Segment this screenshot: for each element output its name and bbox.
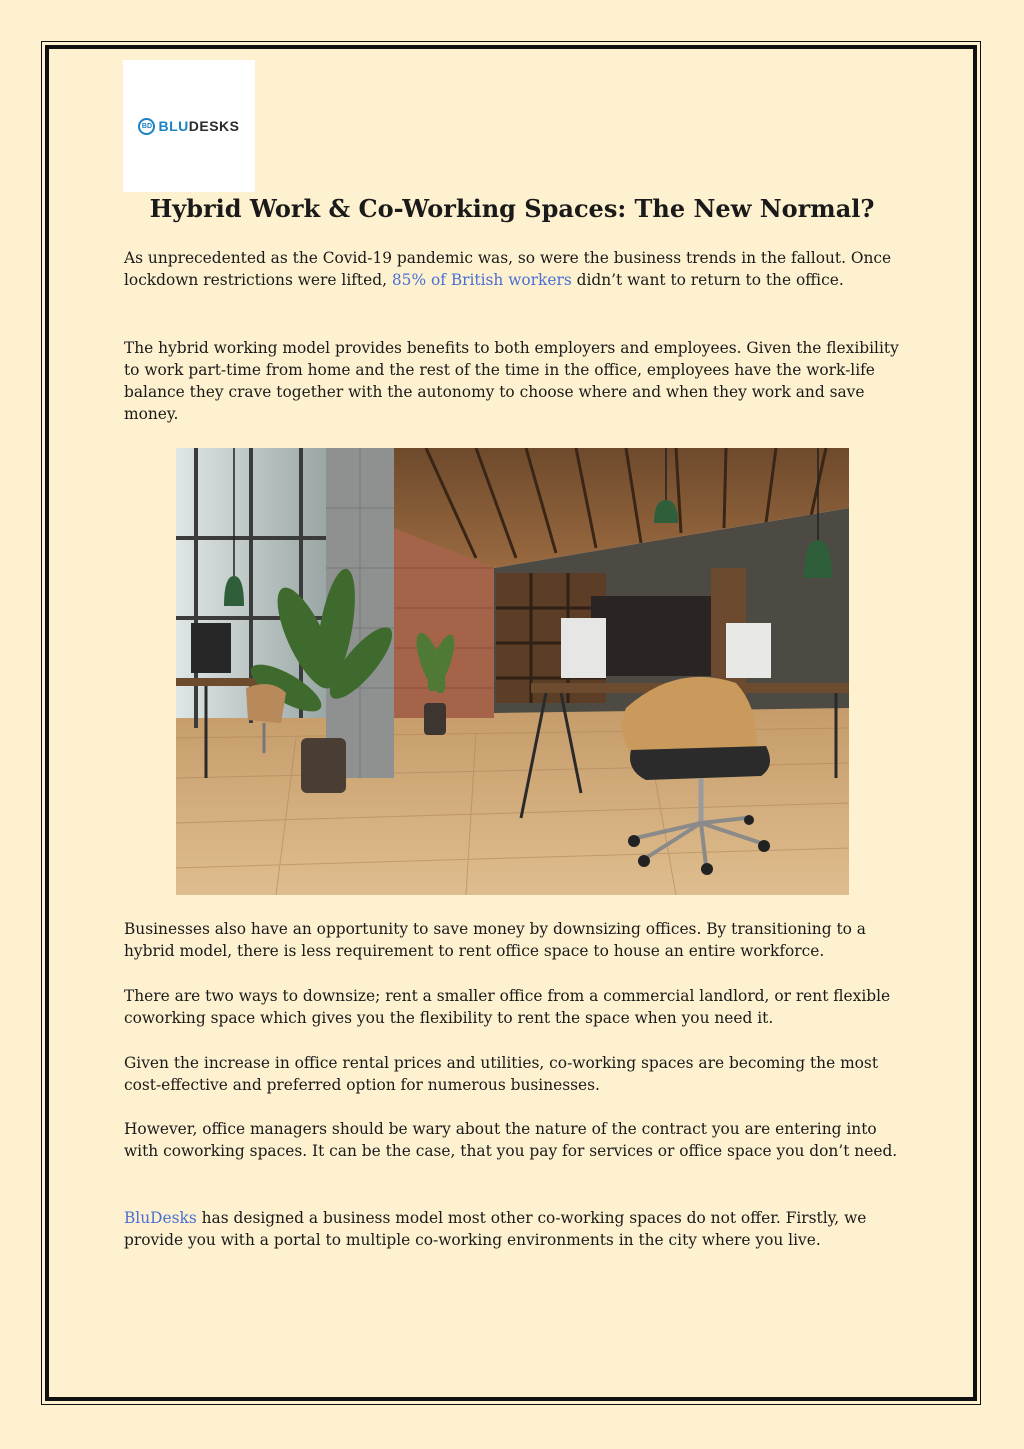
paragraph-intro-text-end: didn’t want to return to the office. [571, 271, 844, 289]
bludesks-logo [123, 60, 255, 192]
paragraph-two-ways: There are two ways to downsize; rent a smaller office from a commercial landlord, or rent flexible coworking space which gives you the flexibility to rent the space when you need it. [124, 987, 891, 1027]
logo-mark-icon: BD [138, 118, 155, 135]
page-title: Hybrid Work & Co-Working Spaces: The New Normal? [149, 194, 875, 223]
paragraph-intro-text: As unprecedented as the Covid-19 pandemic was, so were the business trends in the fallout. Once lockdown restrictions were lifted, [124, 249, 892, 289]
logo-lockup [138, 118, 239, 135]
office-photo [176, 448, 849, 895]
logo-wordmark [158, 118, 239, 134]
paragraph-bludesks-text: has designed a business model most other co-working spaces do not offer. Firstly, we provide you with a portal to multiple co-working environments in the city where you live. [124, 1209, 867, 1249]
paragraph-bludesks-model [124, 1207, 904, 1251]
logo-wordmark-desks: DESKS [188, 118, 240, 134]
paragraph-rental-prices: Given the increase in office rental prices and utilities, co-working spaces are becoming the most cost-effective and preferred option for numerous businesses. [124, 1054, 879, 1094]
paragraph-hybrid-model: The hybrid working model provides benefits to both employers and employees. Given the flexibility to work part-time from home and the rest of the time in the office, employees have the work-life balance they crave together with the autonomy to choose where and when they work and save money. [124, 339, 899, 423]
bludesks-link[interactable]: BluDesks [124, 1209, 197, 1227]
paragraph-downsizing: Businesses also have an opportunity to save money by downsizing offices. By transitioning to a hybrid model, there is less requirement to rent office space to house an entire workforce. [124, 920, 866, 960]
paragraph-intro [124, 247, 904, 291]
british-workers-link[interactable]: 85% of British workers [391, 271, 572, 289]
office-photo-illustration [176, 448, 849, 895]
logo-wordmark-blu: BLU [158, 118, 189, 134]
paragraph-contract-warning: However, office managers should be wary about the nature of the contract you are entering into with coworking spaces. It can be the case, that you pay for services or office space you don’t need. [124, 1120, 898, 1160]
